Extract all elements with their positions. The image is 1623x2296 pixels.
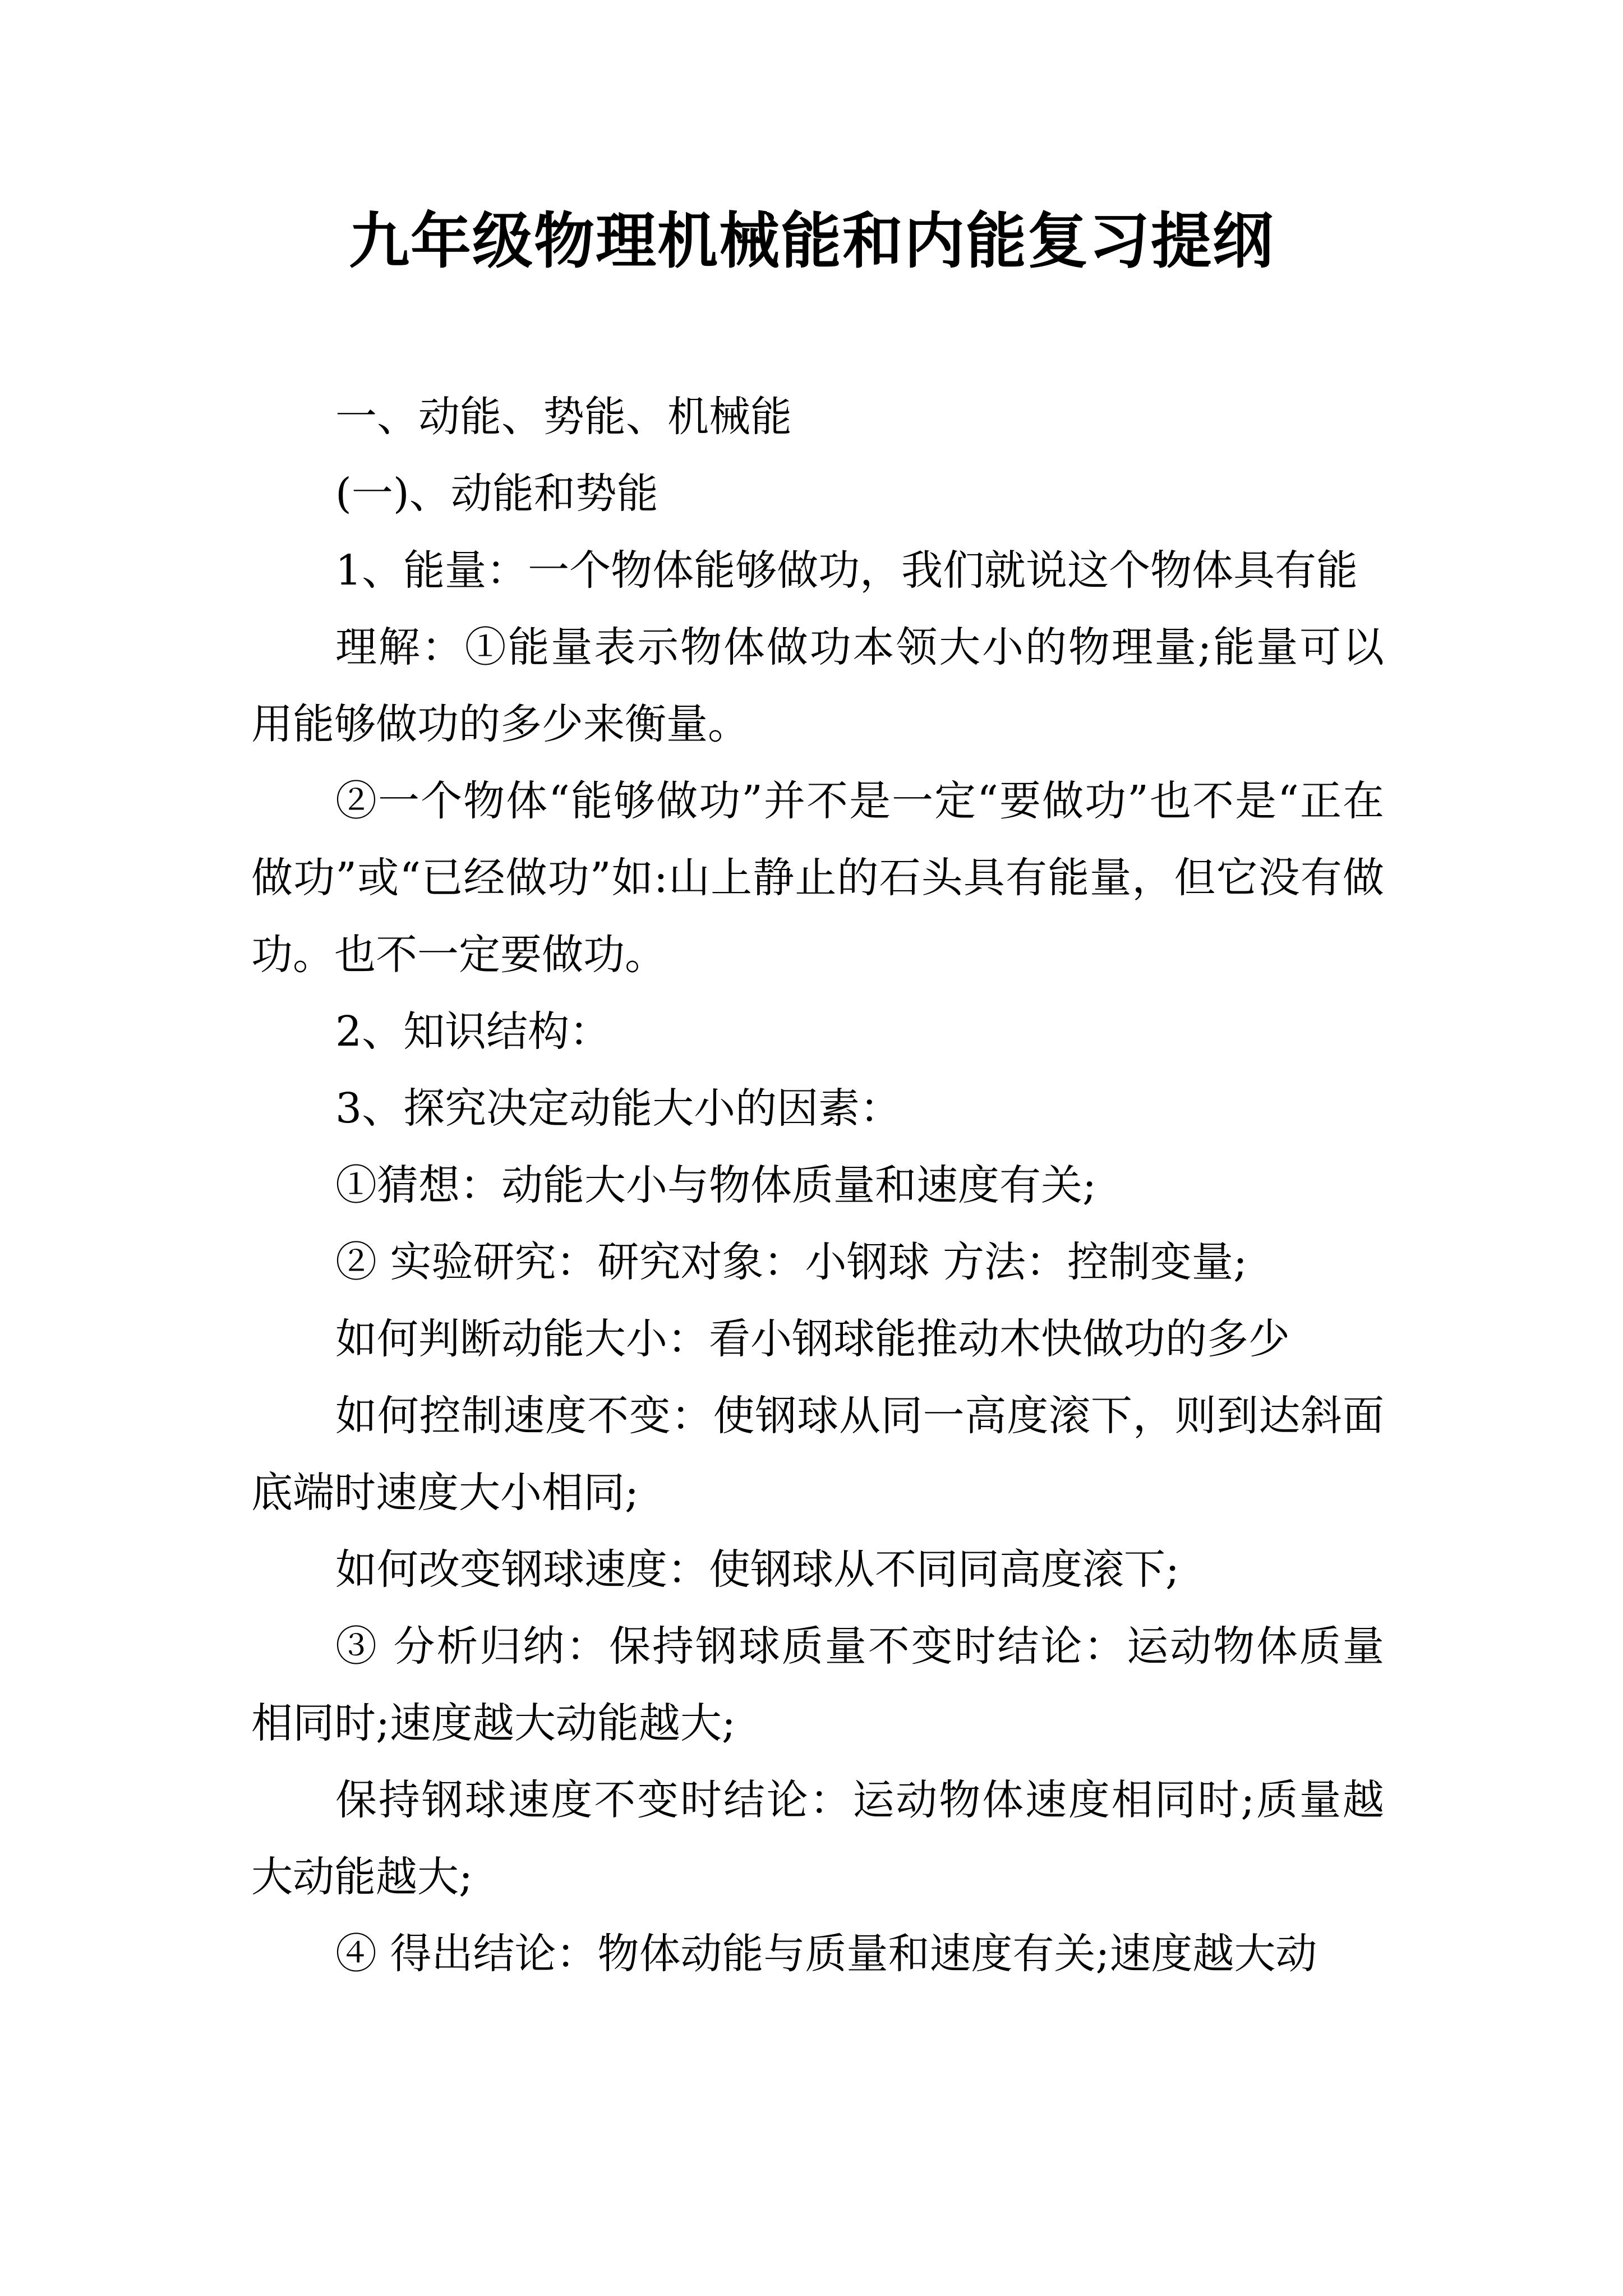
paragraph-2: (一)、动能和势能 bbox=[335, 470, 658, 518]
document-body bbox=[251, 379, 1384, 1993]
paragraph-11: 如何控制速度不变：使钢球从同一高度滚下，则到达斜面底端时速度大小相同; bbox=[251, 1392, 1384, 1517]
paragraph-4: 理解：①能量表示物体做功本领大小的物理量;能量可以用能够做功的多少来衡量。 bbox=[251, 623, 1384, 748]
paragraph-8: ①猜想：动能大小与物体质量和速度有关; bbox=[335, 1161, 1096, 1209]
paragraph-14: 保持钢球速度不变时结论：运动物体速度相同时;质量越大动能越大; bbox=[251, 1776, 1384, 1901]
paragraph-15: ④ 得出结论：物体动能与质量和速度有关;速度越大动 bbox=[335, 1930, 1317, 1978]
paragraph-7: 3、探究决定动能大小的因素： bbox=[335, 1084, 902, 1133]
paragraph-13: ③ 分析归纳：保持钢球质量不变时结论：运动物体质量相同时;速度越大动能越大; bbox=[251, 1622, 1384, 1747]
paragraph-3: 1、能量：一个物体能够做功，我们就说这个物体具有能 bbox=[335, 546, 1358, 595]
paragraph-9: ② 实验研究：研究对象：小钢球 方法：控制变量; bbox=[335, 1238, 1247, 1286]
paragraph-1: 一、动能、势能、机械能 bbox=[335, 393, 792, 441]
paragraph-6: 2、知识结构： bbox=[335, 1007, 611, 1056]
paragraph-10: 如何判断动能大小：看小钢球能推动木快做功的多少 bbox=[335, 1315, 1290, 1363]
paragraph-12: 如何改变钢球速度：使钢球从不同同高度滚下; bbox=[335, 1545, 1179, 1594]
document-title: 九年级物理机械能和内能复习提纲 bbox=[348, 206, 1274, 277]
paragraph-5: ②一个物体“能够做功”并不是一定“要做功”也不是“正在做功”或“已经做功”如:山上静止的石头具有能量，但它没有做功。也不一定要做功。 bbox=[251, 777, 1384, 979]
